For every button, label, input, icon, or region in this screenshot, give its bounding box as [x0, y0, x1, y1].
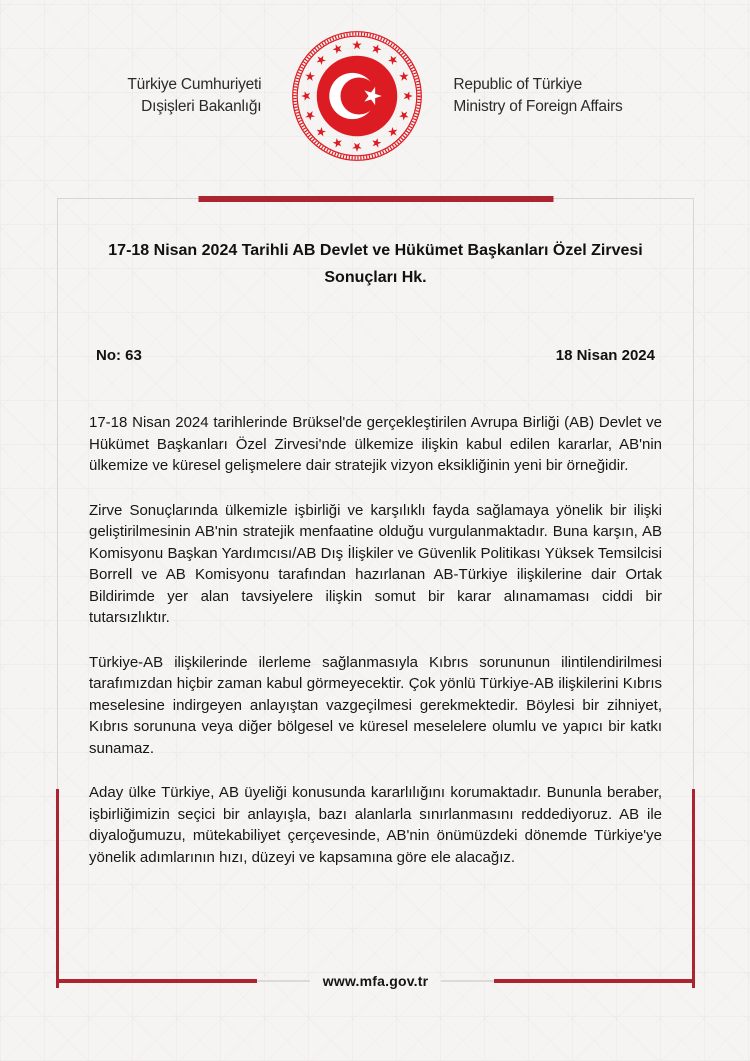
ministry-name-english-line2: Ministry of Foreign Affairs — [453, 98, 623, 115]
letterhead — [0, 30, 750, 162]
website-url: www.mfa.gov.tr — [322, 973, 429, 989]
document-number: No: 63 — [96, 347, 142, 364]
footer-rule-red-right — [494, 979, 694, 983]
mfa-emblem-icon — [291, 30, 423, 162]
red-accent-left — [56, 789, 59, 988]
document-meta — [58, 347, 693, 364]
ministry-name-english-line1: Republic of Türkiye — [453, 76, 582, 93]
ministry-name-turkish-line2: Dışişleri Bakanlığı — [141, 98, 262, 115]
document-body — [58, 412, 693, 868]
paragraph-2: Zirve Sonuçlarında ülkemizle işbirliği ve karşılıklı fayda sağlamaya yönelik bir ilişki geliştirilmesinin AB'nin stratejik menfaatine olduğu vurgulanmaktadır. Buna karşın, AB Komisyonu Başkan Yardımcısı/AB Dış İlişkiler ve Güvenlik Politikası Yüksek Temsilcisi Borrell ve AB Komisyonu tarafından hazırlanan AB-Türkiye ilişkilerine dair Ortak Bildirimde yer alan tavsiyelere ilişkin somut bir karar alınamaması ciddi bir tutarsızlıktır. — [89, 501, 662, 626]
red-accent-top-bar — [198, 196, 553, 202]
paragraph-3: Türkiye-AB ilişkilerinde ilerleme sağlanmasıyla Kıbrıs sorununun ilintilendirilmesi tarafımızdan hiçbir zaman kabul görmeyecektir. Çok yönlü Türkiye-AB ilişkilerini Kıbrıs meselesine indirgeyen anlayıştan vazgeçilmesi gerekmektedir. Böylesi bir zihniyet, Kıbrıs sorununa veya diğer bölgesel ve küresel meselelere olumlu ve yapıcı bir katkı sunamaz. — [89, 653, 662, 757]
paragraph-4: Aday ülke Türkiye, AB üyeliği konusunda kararlılığını korumaktadır. Bununla beraber, işbirliğimizin seçici bir anlayışla, bazı alanlarla sınırlanmasını reddediyoruz. AB ile diyaloğumuzu, mütekabiliyet çerçevesinde, AB'nin önümüzdeki dönemde Türkiye'ye yönelik adımlarının hızı, düzeyi ve kapsamına göre ele alacağız. — [89, 784, 662, 866]
footer-rule-red-left — [57, 979, 257, 983]
footer-rule-gray-left — [257, 980, 310, 982]
footer-rule-gray-right — [441, 980, 494, 982]
ministry-name-english — [453, 74, 622, 118]
ministry-name-turkish-line1: Türkiye Cumhuriyeti — [127, 76, 262, 93]
page-title: 17-18 Nisan 2024 Tarihli AB Devlet ve Hükümet Başkanları Özel Zirvesi Sonuçları Hk. — [108, 242, 643, 286]
ministry-name-turkish — [127, 74, 261, 118]
paragraph-1: 17-18 Nisan 2024 tarihlerinde Brüksel'de gerçekleştirilen Avrupa Birliği (AB) Devlet ve Hükümet Başkanları Özel Zirvesi'nde ülkemize ilişkin kabul edilen kararlar, AB'nin ülkemize ve küresel gelişmelere dair stratejik vizyon eksikliğinin yeni bir örneğidir. — [89, 414, 662, 474]
document-date: 18 Nisan 2024 — [555, 347, 655, 364]
red-accent-right — [692, 789, 695, 988]
document-frame — [57, 198, 694, 987]
footer — [57, 973, 694, 989]
